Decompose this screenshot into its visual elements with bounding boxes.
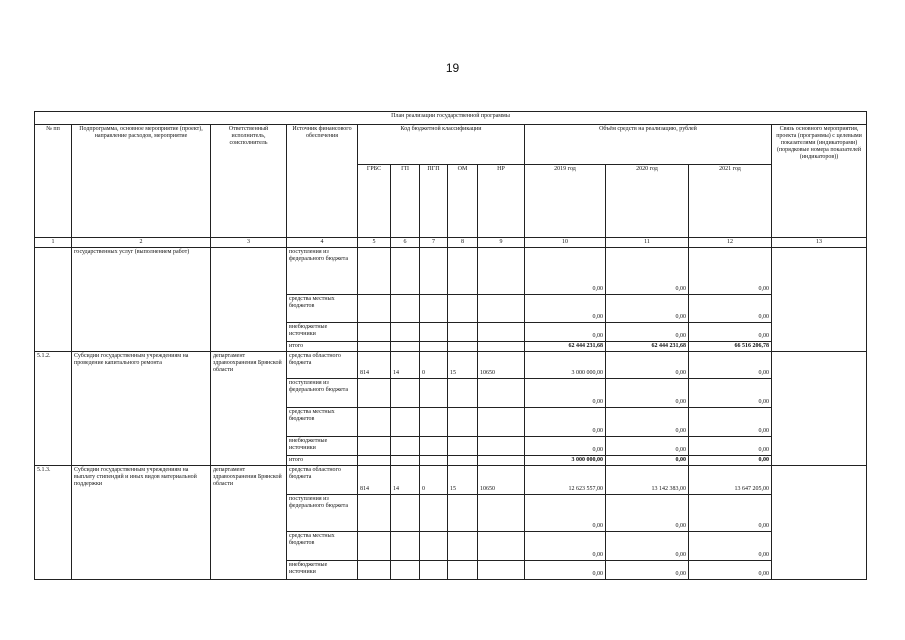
responsible-cell: департамент здравоохранения Брянской области [211, 352, 287, 466]
value-2021: 0,00 [689, 352, 772, 379]
column-number: 4 [287, 238, 358, 248]
value-2019: 0,00 [525, 295, 606, 323]
value-2019: 0,00 [525, 248, 606, 295]
value-2021: 0,00 [689, 379, 772, 408]
column-number: 5 [358, 238, 391, 248]
table-row [35, 352, 867, 379]
link-cell [772, 352, 867, 466]
header-budget-code: Код бюджетной классификации [358, 125, 525, 165]
code-grbs: 814 [358, 352, 391, 379]
header-link: Связь основного мероприятия, проекта (программы) с целевыми показателями (индикаторами) (порядковые номера показателей (индикаторов)) [772, 125, 867, 238]
column-number-row [35, 238, 867, 248]
value-2020: 0,00 [606, 408, 689, 437]
code-om: 15 [448, 466, 478, 495]
source-cell: внебюджетные источники [287, 323, 358, 342]
table-row [35, 248, 867, 295]
header-responsible: Ответственный исполнитель, соисполнитель [211, 125, 287, 238]
value-2019: 0,00 [525, 561, 606, 580]
code-grbs: 814 [358, 466, 391, 495]
header-num: № пп [35, 125, 72, 238]
total-2021: 0,00 [689, 456, 772, 466]
value-2020: 0,00 [606, 495, 689, 532]
header-source: Источник финансового обеспечения [287, 125, 358, 238]
header-program: Подпрограмма, основное мероприятие (проект), направление расходов, мероприятие [72, 125, 211, 238]
header-2021: 2021 год [689, 165, 772, 238]
code-om: 15 [448, 352, 478, 379]
value-2019: 0,00 [525, 408, 606, 437]
value-2019: 0,00 [525, 532, 606, 561]
value-2020: 0,00 [606, 323, 689, 342]
value-2021: 0,00 [689, 295, 772, 323]
source-cell: средства местных бюджетов [287, 532, 358, 561]
source-cell: итого [287, 342, 358, 352]
source-cell: средства местных бюджетов [287, 295, 358, 323]
value-2020: 0,00 [606, 295, 689, 323]
value-2019: 12 623 557,00 [525, 466, 606, 495]
value-2020: 13 142 383,00 [606, 466, 689, 495]
column-number: 3 [211, 238, 287, 248]
value-2021: 0,00 [689, 561, 772, 580]
value-2021: 0,00 [689, 437, 772, 456]
value-2019: 0,00 [525, 495, 606, 532]
value-2021: 0,00 [689, 323, 772, 342]
program-cell: Субсидии государственным учреждениям на проведение капитального ремонта [72, 352, 211, 466]
program-cell: государственных услуг (выполнением работ) [72, 248, 211, 352]
column-number: 10 [525, 238, 606, 248]
value-2019: 0,00 [525, 437, 606, 456]
link-cell [772, 248, 867, 352]
column-number: 7 [420, 238, 448, 248]
value-2021: 0,00 [689, 495, 772, 532]
code-gp: 14 [391, 352, 420, 379]
value-2021: 0,00 [689, 532, 772, 561]
column-number: 13 [772, 238, 867, 248]
page-number: 19 [445, 61, 460, 75]
row-num-cell: 5.1.2. [35, 352, 72, 466]
code-nr: 10650 [478, 352, 525, 379]
column-number: 9 [478, 238, 525, 248]
header-2020: 2020 год [606, 165, 689, 238]
header-2019: 2019 год [525, 165, 606, 238]
total-2021: 66 516 206,78 [689, 342, 772, 352]
value-2021: 13 647 205,00 [689, 466, 772, 495]
value-2020: 0,00 [606, 379, 689, 408]
value-2020: 0,00 [606, 561, 689, 580]
value-2020: 0,00 [606, 248, 689, 295]
program-plan-table [34, 111, 867, 580]
code-nr: 10650 [478, 466, 525, 495]
program-cell: Субсидии государственным учреждениям на выплату стипендий и иных видов материальной поддержки [72, 466, 211, 580]
source-cell: поступления из федерального бюджета [287, 495, 358, 532]
total-2019: 3 000 000,00 [525, 456, 606, 466]
header-nr: НР [478, 165, 525, 238]
header-grbs: ГРБС [358, 165, 391, 238]
column-number: 6 [391, 238, 420, 248]
column-number: 1 [35, 238, 72, 248]
value-2020: 0,00 [606, 437, 689, 456]
value-2021: 0,00 [689, 248, 772, 295]
total-2020: 62 444 231,68 [606, 342, 689, 352]
header-volume: Объём средств на реализацию, рублей [525, 125, 772, 165]
table-row [35, 466, 867, 495]
source-cell: средства областного бюджета [287, 352, 358, 379]
header-pgp: ПГП [420, 165, 448, 238]
value-2020: 0,00 [606, 532, 689, 561]
value-2019: 3 000 000,00 [525, 352, 606, 379]
table-title: План реализации государственной программы [35, 112, 867, 125]
source-cell: внебюджетные источники [287, 437, 358, 456]
responsible-cell: департамент здравоохранения Брянской области [211, 466, 287, 580]
source-cell: поступления из федерального бюджета [287, 248, 358, 295]
column-number: 11 [606, 238, 689, 248]
source-cell: средства областного бюджета [287, 466, 358, 495]
source-cell: внебюджетные источники [287, 561, 358, 580]
value-2019: 0,00 [525, 379, 606, 408]
source-cell: поступления из федерального бюджета [287, 379, 358, 408]
row-num-cell [35, 248, 72, 352]
header-gp: ГП [391, 165, 420, 238]
value-2021: 0,00 [689, 408, 772, 437]
total-2020: 0,00 [606, 456, 689, 466]
code-gp: 14 [391, 466, 420, 495]
column-number: 2 [72, 238, 211, 248]
value-2019: 0,00 [525, 323, 606, 342]
responsible-cell [211, 248, 287, 352]
column-number: 12 [689, 238, 772, 248]
link-cell [772, 466, 867, 580]
column-number: 8 [448, 238, 478, 248]
source-cell: средства местных бюджетов [287, 408, 358, 437]
value-2020: 0,00 [606, 352, 689, 379]
row-num-cell: 5.1.3. [35, 466, 72, 580]
header-om: ОМ [448, 165, 478, 238]
code-pgp: 0 [420, 352, 448, 379]
total-2019: 62 444 231,68 [525, 342, 606, 352]
source-cell: итого [287, 456, 358, 466]
code-pgp: 0 [420, 466, 448, 495]
